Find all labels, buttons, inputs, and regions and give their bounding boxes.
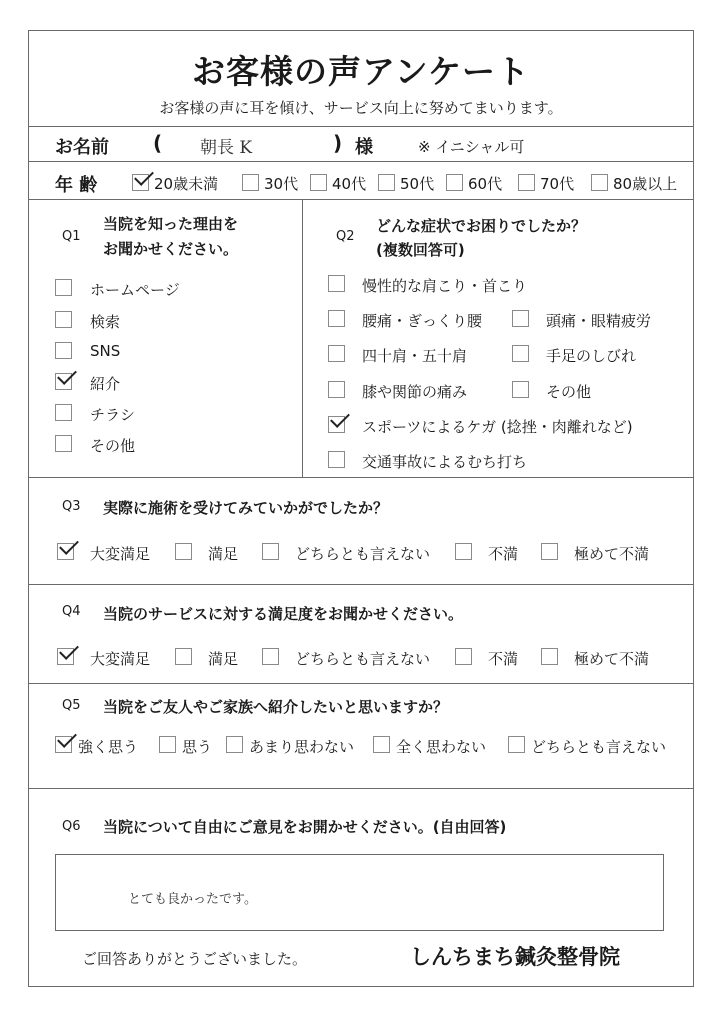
divider bbox=[28, 161, 693, 162]
age-checkbox[interactable] bbox=[242, 174, 259, 191]
q3-option-label: 満足 bbox=[208, 545, 239, 563]
q1-checkbox[interactable] bbox=[55, 373, 72, 390]
age-option-label: 20歳未満 bbox=[154, 175, 219, 193]
q4-option-label: 不満 bbox=[488, 650, 519, 668]
age-option-label: 80歳以上 bbox=[613, 175, 678, 193]
q4-checkbox[interactable] bbox=[541, 648, 558, 665]
age-checkbox[interactable] bbox=[518, 174, 535, 191]
q2-question-line1: どんな症状でお困りでしたか？ bbox=[376, 217, 587, 235]
age-checkbox[interactable] bbox=[591, 174, 608, 191]
q3-number: Q3 bbox=[62, 499, 81, 514]
age-label: 年 齢 bbox=[55, 175, 98, 196]
q1-number: Q1 bbox=[62, 229, 81, 244]
q3-question: 実際に施術を受けてみていかがでしたか？ bbox=[103, 499, 389, 517]
q2-checkbox[interactable] bbox=[328, 310, 345, 327]
q2-option-label: 膝や関節の痛み bbox=[362, 383, 468, 401]
age-checkbox[interactable] bbox=[310, 174, 327, 191]
name-paren-close: ) bbox=[333, 131, 343, 155]
q4-checkbox[interactable] bbox=[262, 648, 279, 665]
q5-checkbox[interactable] bbox=[508, 736, 525, 753]
q1-checkbox[interactable] bbox=[55, 311, 72, 328]
q2-option-label: その他 bbox=[546, 383, 592, 401]
q1-checkbox[interactable] bbox=[55, 435, 72, 452]
age-option-label: 70代 bbox=[540, 175, 575, 193]
q2-number: Q2 bbox=[336, 229, 355, 244]
q1-option-label: チラシ bbox=[90, 406, 136, 424]
q2-option-label: 慢性的な肩こり・首こり bbox=[362, 277, 528, 295]
q3-option-label: どちらとも言えない bbox=[295, 545, 431, 563]
q6-question: 当院について自由にご意見をお開かせください。(自由回答) bbox=[103, 818, 507, 836]
q4-option-label: 大変満足 bbox=[90, 650, 151, 668]
divider bbox=[28, 199, 693, 200]
initials-note: ※ イニシャル可 bbox=[418, 138, 525, 156]
column-divider bbox=[302, 199, 303, 477]
q3-checkbox[interactable] bbox=[262, 543, 279, 560]
q3-checkbox[interactable] bbox=[455, 543, 472, 560]
q2-checkbox[interactable] bbox=[512, 345, 529, 362]
q4-option-label: 極めて不満 bbox=[574, 650, 650, 668]
age-checkbox[interactable] bbox=[446, 174, 463, 191]
q2-option-label: 手足のしびれ bbox=[546, 347, 637, 365]
q2-option-label: 腰痛・ぎっくり腰 bbox=[362, 312, 483, 330]
q1-option-label: 紹介 bbox=[90, 375, 121, 393]
age-option-label: 50代 bbox=[400, 175, 435, 193]
q1-question-line2: お聞かせください。 bbox=[103, 240, 239, 258]
q5-option-label: 全く思わない bbox=[396, 738, 487, 756]
age-option-label: 40代 bbox=[332, 175, 367, 193]
q1-option-label: 検索 bbox=[90, 313, 121, 331]
q1-option-label: SNS bbox=[90, 342, 121, 360]
q3-option-label: 極めて不満 bbox=[574, 545, 650, 563]
q5-checkbox[interactable] bbox=[159, 736, 176, 753]
q1-question-line1: 当院を知った理由を bbox=[103, 215, 239, 233]
q5-checkbox[interactable] bbox=[226, 736, 243, 753]
q4-checkbox[interactable] bbox=[57, 648, 74, 665]
q2-checkbox[interactable] bbox=[512, 310, 529, 327]
q1-checkbox[interactable] bbox=[55, 279, 72, 296]
q3-option-label: 不満 bbox=[488, 545, 519, 563]
survey-subtitle: お客様の声に耳を傾け、サービス向上に努めてまいります。 bbox=[159, 99, 563, 117]
q2-checkbox[interactable] bbox=[328, 275, 345, 292]
q1-option-label: その他 bbox=[90, 437, 136, 455]
q4-number: Q4 bbox=[62, 604, 81, 619]
q2-option-label: スポーツによるケガ (捻挫・肉離れなど) bbox=[362, 418, 633, 436]
name-suffix: 様 bbox=[355, 137, 373, 158]
q2-option-label: 頭痛・眼精疲労 bbox=[546, 312, 652, 330]
q3-checkbox[interactable] bbox=[175, 543, 192, 560]
q4-checkbox[interactable] bbox=[175, 648, 192, 665]
q1-checkbox[interactable] bbox=[55, 342, 72, 359]
q5-checkbox[interactable] bbox=[373, 736, 390, 753]
q5-option-label: 強く思う bbox=[78, 738, 139, 756]
divider bbox=[28, 477, 693, 478]
q2-checkbox[interactable] bbox=[328, 381, 345, 398]
divider bbox=[28, 126, 693, 127]
q2-checkbox[interactable] bbox=[328, 451, 345, 468]
q4-option-label: 満足 bbox=[208, 650, 239, 668]
age-option-label: 30代 bbox=[264, 175, 299, 193]
q3-checkbox[interactable] bbox=[57, 543, 74, 560]
q2-option-label: 四十肩・五十肩 bbox=[362, 347, 468, 365]
survey-title: お客様の声アンケート bbox=[191, 52, 531, 91]
q1-option-label: ホームページ bbox=[90, 281, 180, 299]
q3-checkbox[interactable] bbox=[541, 543, 558, 560]
age-checkbox[interactable] bbox=[378, 174, 395, 191]
q5-option-label: 思う bbox=[182, 738, 213, 756]
q4-question: 当院のサービスに対する満足度をお聞かせください。 bbox=[103, 605, 464, 623]
q4-checkbox[interactable] bbox=[455, 648, 472, 665]
q5-option-label: どちらとも言えない bbox=[531, 738, 667, 756]
thanks-text: ご回答ありがとうございました。 bbox=[82, 950, 308, 968]
q5-question: 当院をご友人やご家族へ紹介したいと思いますか？ bbox=[103, 698, 449, 716]
q2-option-label: 交通事故によるむち打ち bbox=[362, 453, 528, 471]
q1-checkbox[interactable] bbox=[55, 404, 72, 421]
name-value[interactable]: 朝長 K bbox=[200, 138, 253, 158]
q5-number: Q5 bbox=[62, 698, 81, 713]
free-answer-text: とても良かったです。 bbox=[128, 892, 257, 907]
age-checkbox[interactable] bbox=[132, 174, 149, 191]
age-option-label: 60代 bbox=[468, 175, 503, 193]
q2-checkbox[interactable] bbox=[512, 381, 529, 398]
q2-checkbox[interactable] bbox=[328, 345, 345, 362]
q6-number: Q6 bbox=[62, 819, 81, 834]
q5-checkbox[interactable] bbox=[55, 736, 72, 753]
divider bbox=[28, 683, 693, 684]
q5-option-label: あまり思わない bbox=[249, 738, 355, 756]
q2-checkbox[interactable] bbox=[328, 416, 345, 433]
q4-option-label: どちらとも言えない bbox=[295, 650, 431, 668]
divider bbox=[28, 788, 693, 789]
q2-question-line2: (複数回答可) bbox=[376, 241, 465, 259]
clinic-name: しんちまち鍼灸整骨院 bbox=[410, 945, 620, 969]
name-label: お名前 bbox=[55, 137, 109, 158]
divider bbox=[28, 584, 693, 585]
name-paren-open: ( bbox=[153, 131, 163, 155]
q3-option-label: 大変満足 bbox=[90, 545, 151, 563]
